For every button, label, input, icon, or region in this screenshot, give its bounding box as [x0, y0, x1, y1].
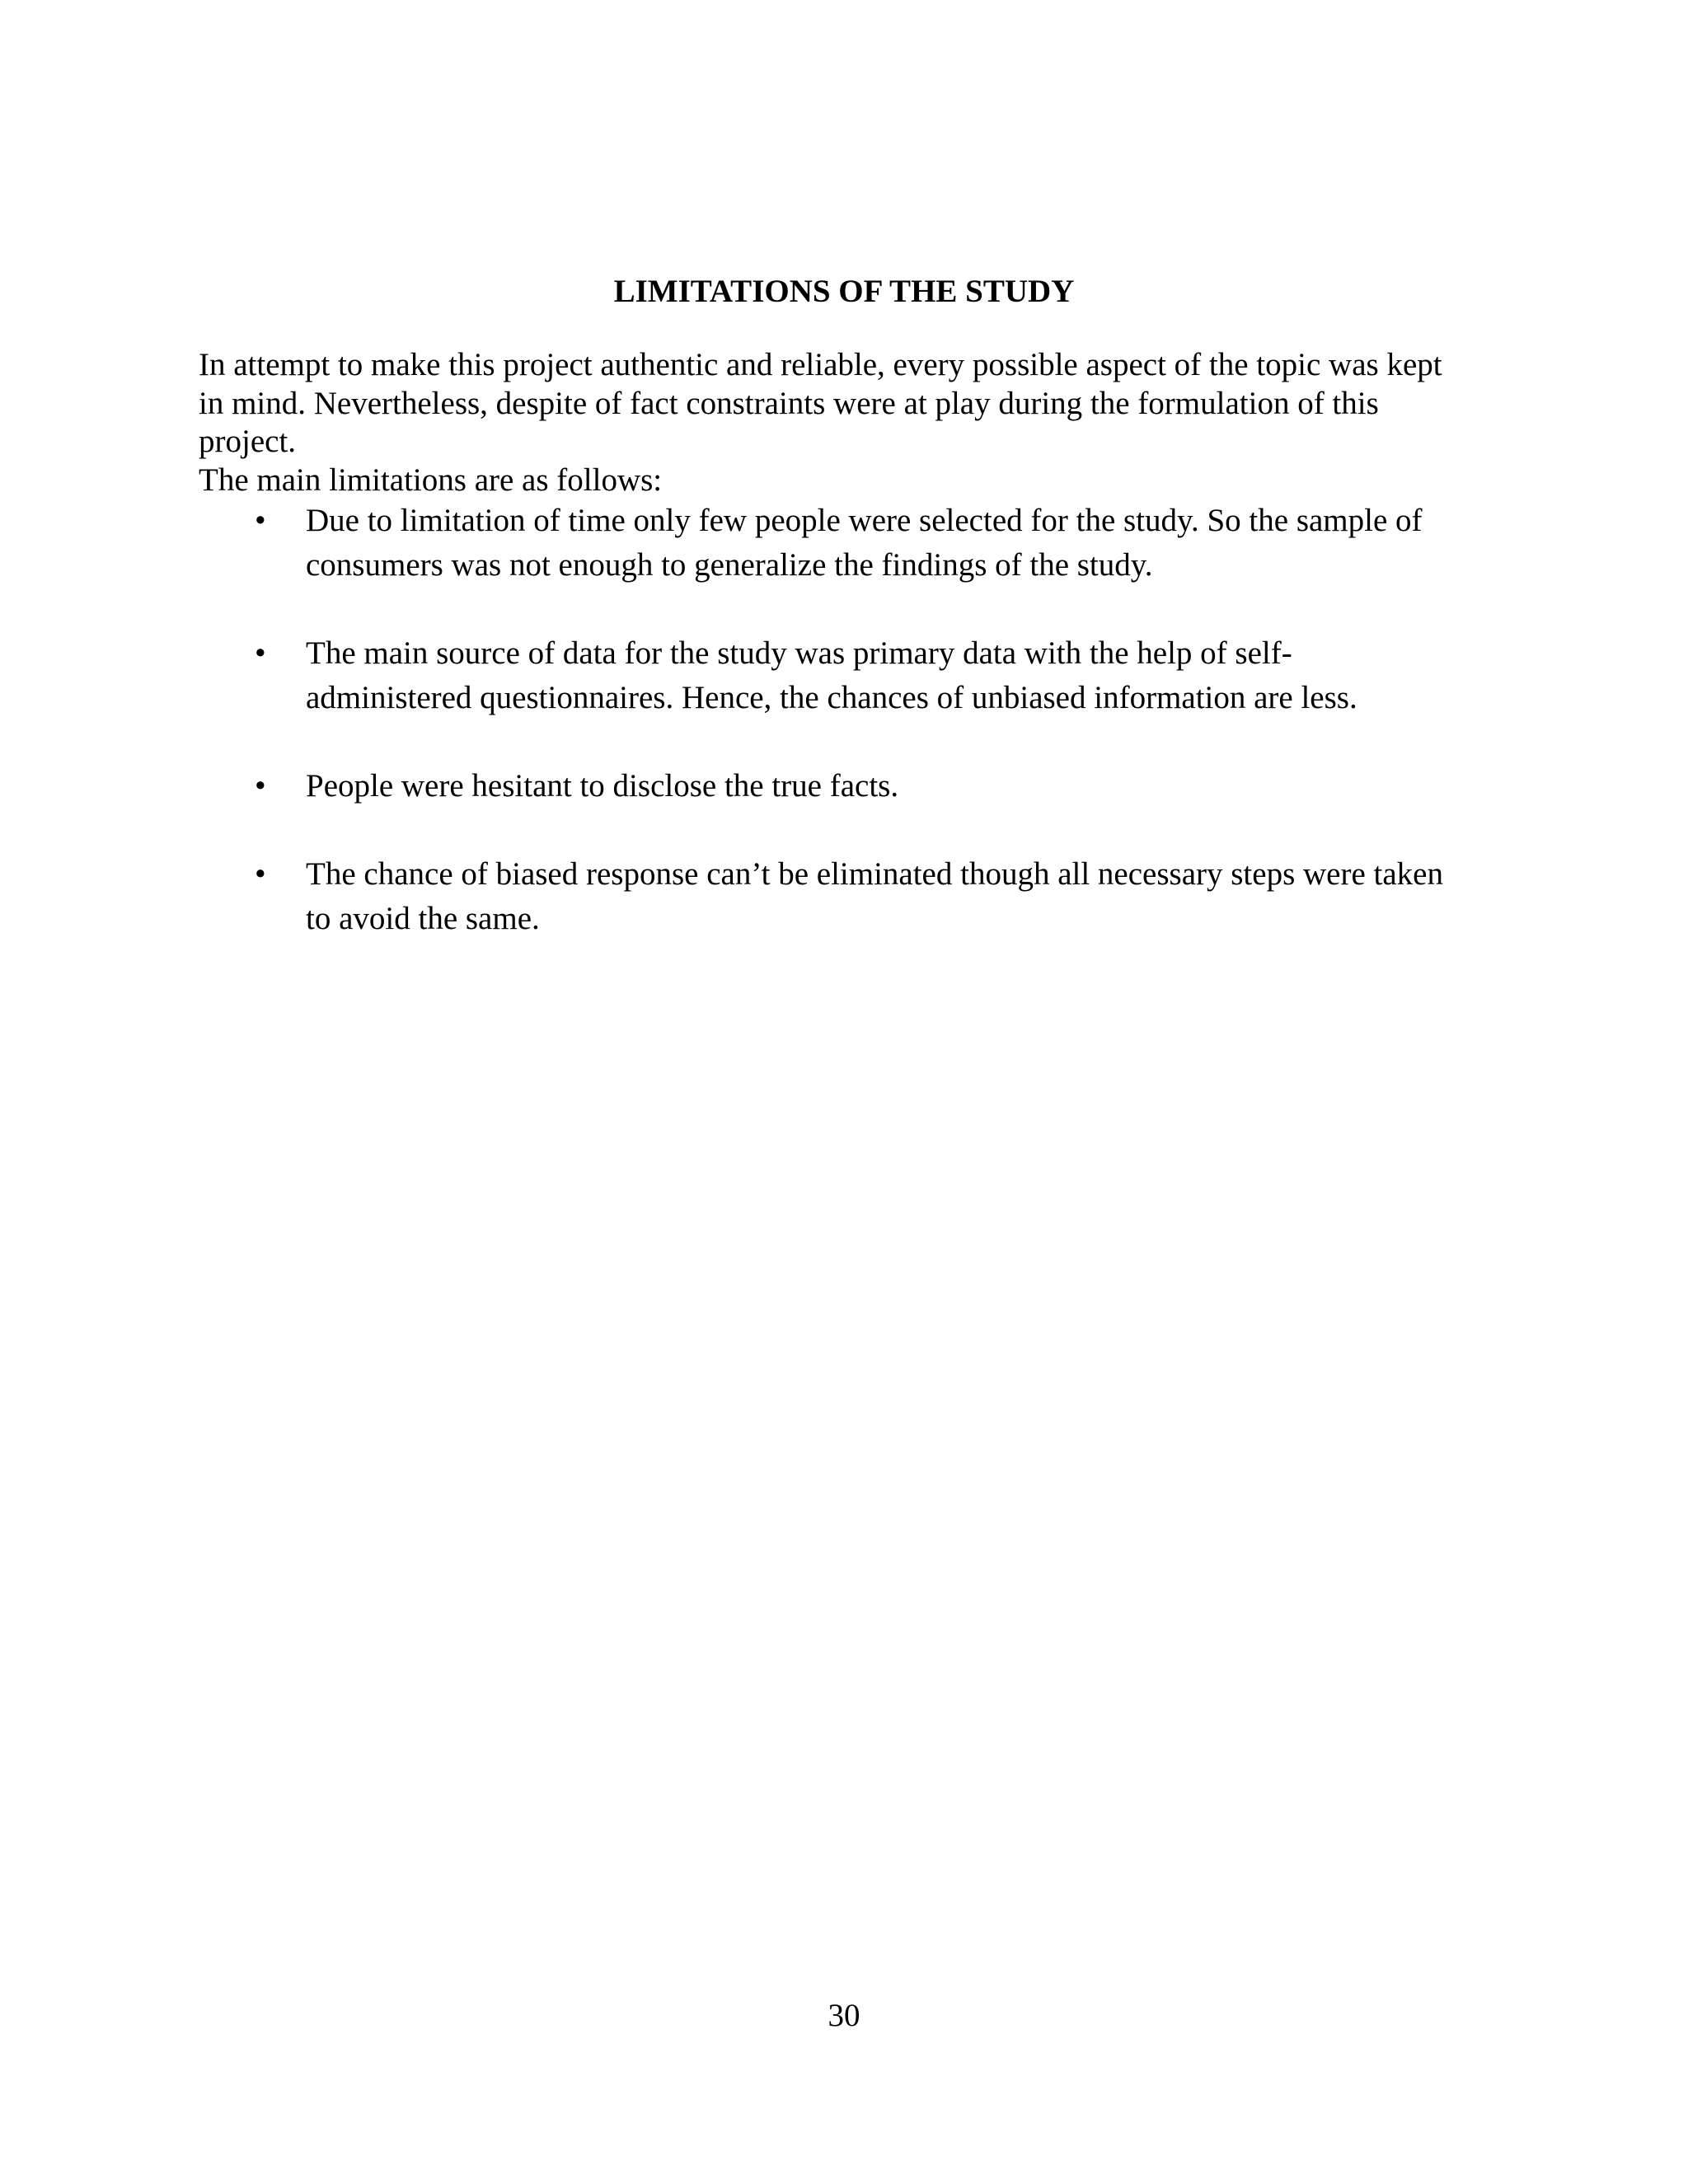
- list-item-text: administered questionnaires. Hence, the chances of unbiased information are less.: [306, 680, 1357, 715]
- list-item: [199, 631, 1517, 720]
- intro-line: in mind. Nevertheless, despite of fact constraints were at play during the formulation of this: [199, 385, 1379, 421]
- list-item-text: consumers was not enough to generalize the findings of the study.: [306, 547, 1153, 583]
- list-item: [199, 852, 1517, 941]
- list-item-text: to avoid the same.: [306, 901, 540, 936]
- list-item: [199, 499, 1517, 588]
- bullet-icon: •: [255, 503, 266, 538]
- bullet-icon: •: [255, 856, 266, 892]
- bullet-icon: •: [255, 768, 266, 804]
- limitations-lead-in: The main limitations are as follows:: [199, 462, 663, 498]
- list-item: [199, 764, 1517, 808]
- list-item-text: Due to limitation of time only few people were selected for the study. So the sample of: [306, 503, 1423, 538]
- intro-paragraph: [199, 346, 1509, 499]
- page-title: LIMITATIONS OF THE STUDY: [613, 274, 1075, 309]
- bullet-icon: •: [255, 635, 266, 671]
- intro-line: project.: [199, 424, 297, 459]
- list-item-text: The chance of biased response can’t be eliminated though all necessary steps were taken: [306, 856, 1443, 892]
- list-item-text: People were hesitant to disclose the true facts.: [306, 768, 899, 804]
- limitations-list: [199, 499, 1517, 985]
- list-item-text: The main source of data for the study was primary data with the help of self-: [306, 635, 1292, 671]
- page-number: 30: [828, 1998, 860, 2033]
- intro-line: In attempt to make this project authentic and reliable, every possible aspect of the topic was kept: [199, 347, 1442, 382]
